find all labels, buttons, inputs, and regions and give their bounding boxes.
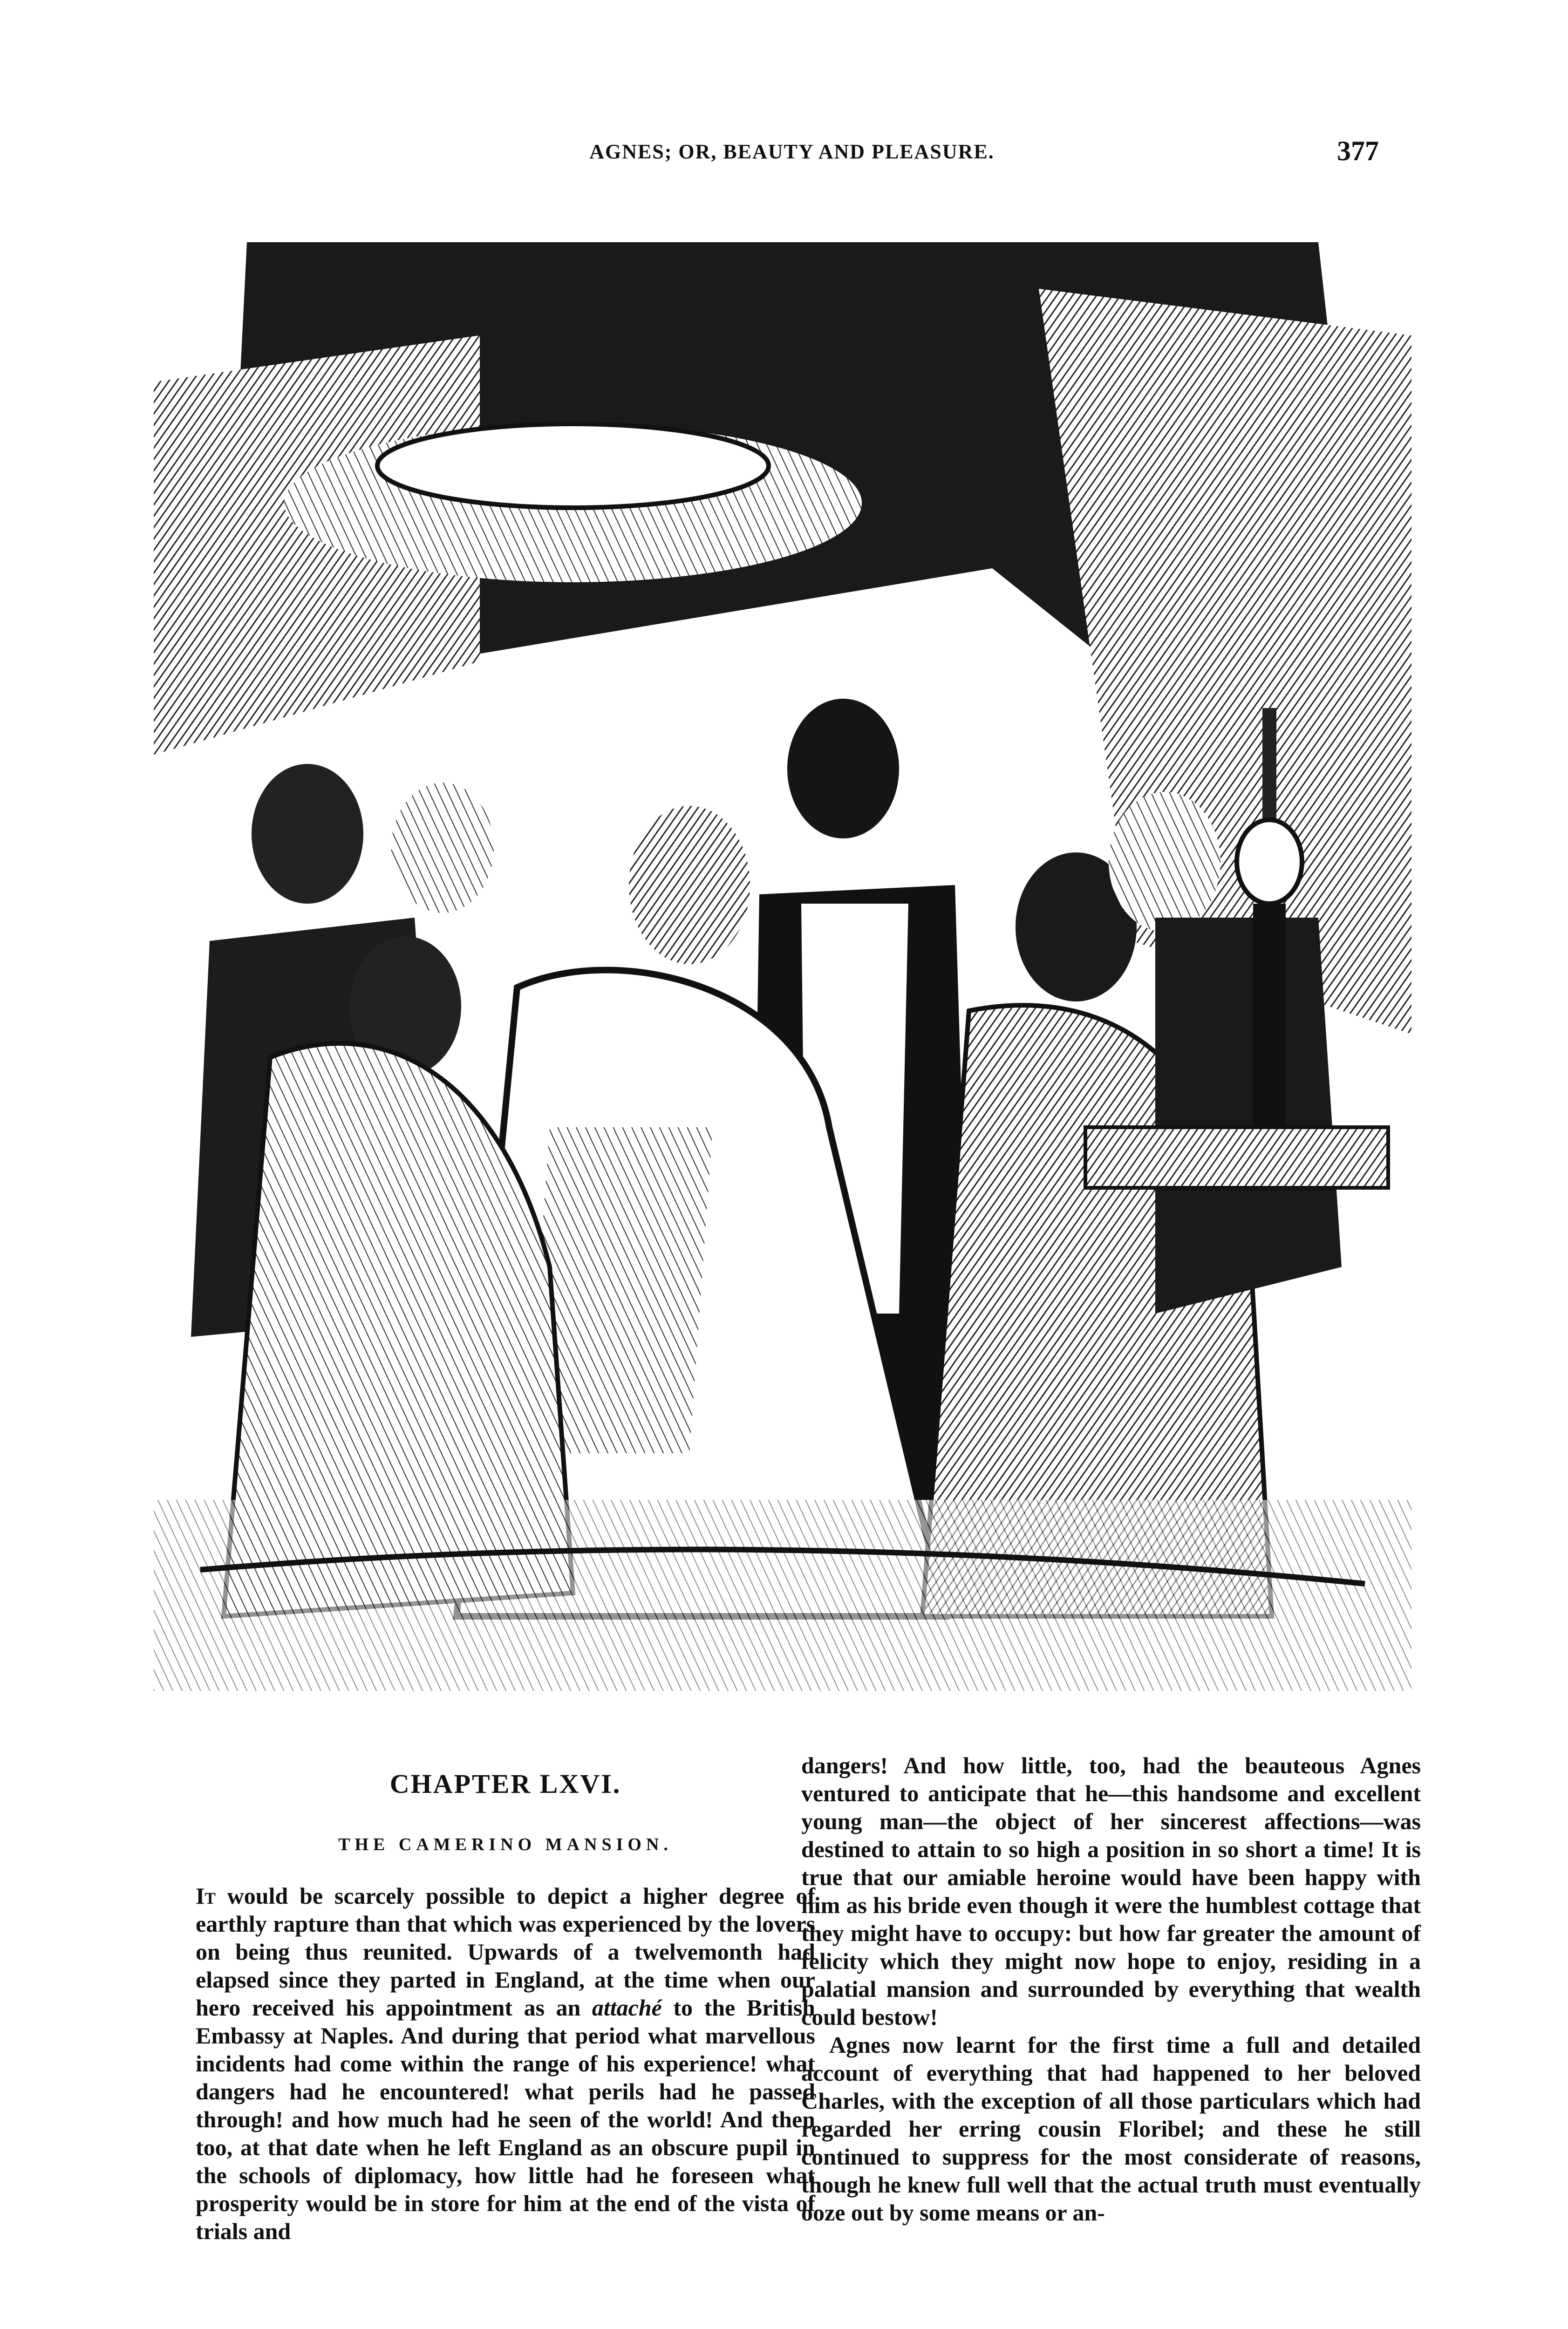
- paragraph-text: would be scarcely possible to depict a higher degree of earthly rapture than that which was experienced by the lovers on being thus reunited. Upwards of a twelvemonth had elapsed since they parted in England, at the time when our hero received his appointment as an: [196, 1883, 815, 2021]
- left-column: [196, 1770, 815, 2245]
- page-number: 377: [1337, 136, 1379, 166]
- paragraph-start: It: [196, 1883, 216, 1909]
- chapter-subtitle: THE CAMERINO MANSION.: [338, 1835, 673, 1854]
- ballroom-engraving: [154, 242, 1411, 1691]
- right-column: [801, 1751, 1421, 2227]
- italic-word: attaché: [592, 1995, 662, 2021]
- chapter-title: CHAPTER LXVI.: [389, 1769, 621, 1799]
- right-paragraph-2: Agnes now learnt for the first time a full and detailed account of everything that had happened to her beloved Charles, with the exception of all those particulars which had regarded her erring cousin Floribel; and these he still continued to suppress for the most considerate of reasons, though he knew full well that the actual truth must eventually ooze out by some means or an-: [801, 2032, 1421, 2226]
- right-paragraph-1: dangers! And how little, too, had the beauteous Agnes ventured to anticipate that he—this handsome and excellent young man—the object of her sincerest affections—was destined to attain to so high a position in so short a time! It is true that our amiable heroine would have been happy with him as his bride even though it were the humblest cottage that they might have to occupy: but how far greater the amount of felicity which they might now hope to enjoy, residing in a palatial mansion and surrounded by everything that wealth could bestow!: [801, 1752, 1421, 2030]
- engraving-illustration-icon: [154, 242, 1411, 1691]
- running-title: AGNES; OR, BEAUTY AND PLEASURE.: [589, 140, 995, 163]
- left-paragraph: [196, 1882, 815, 2245]
- paragraph-text-continued: to the British Embassy at Naples. And during that period what marvellous incidents had come within the range of his experience! what dangers had he encountered! what perils had he passed through! and how much had he seen of the world! And then too, at that date when he left England as an obscure pupil in the schools of diplomacy, how little had he foreseen what prosperity would be in store for him at the end of the vista of trials and: [196, 1995, 815, 2244]
